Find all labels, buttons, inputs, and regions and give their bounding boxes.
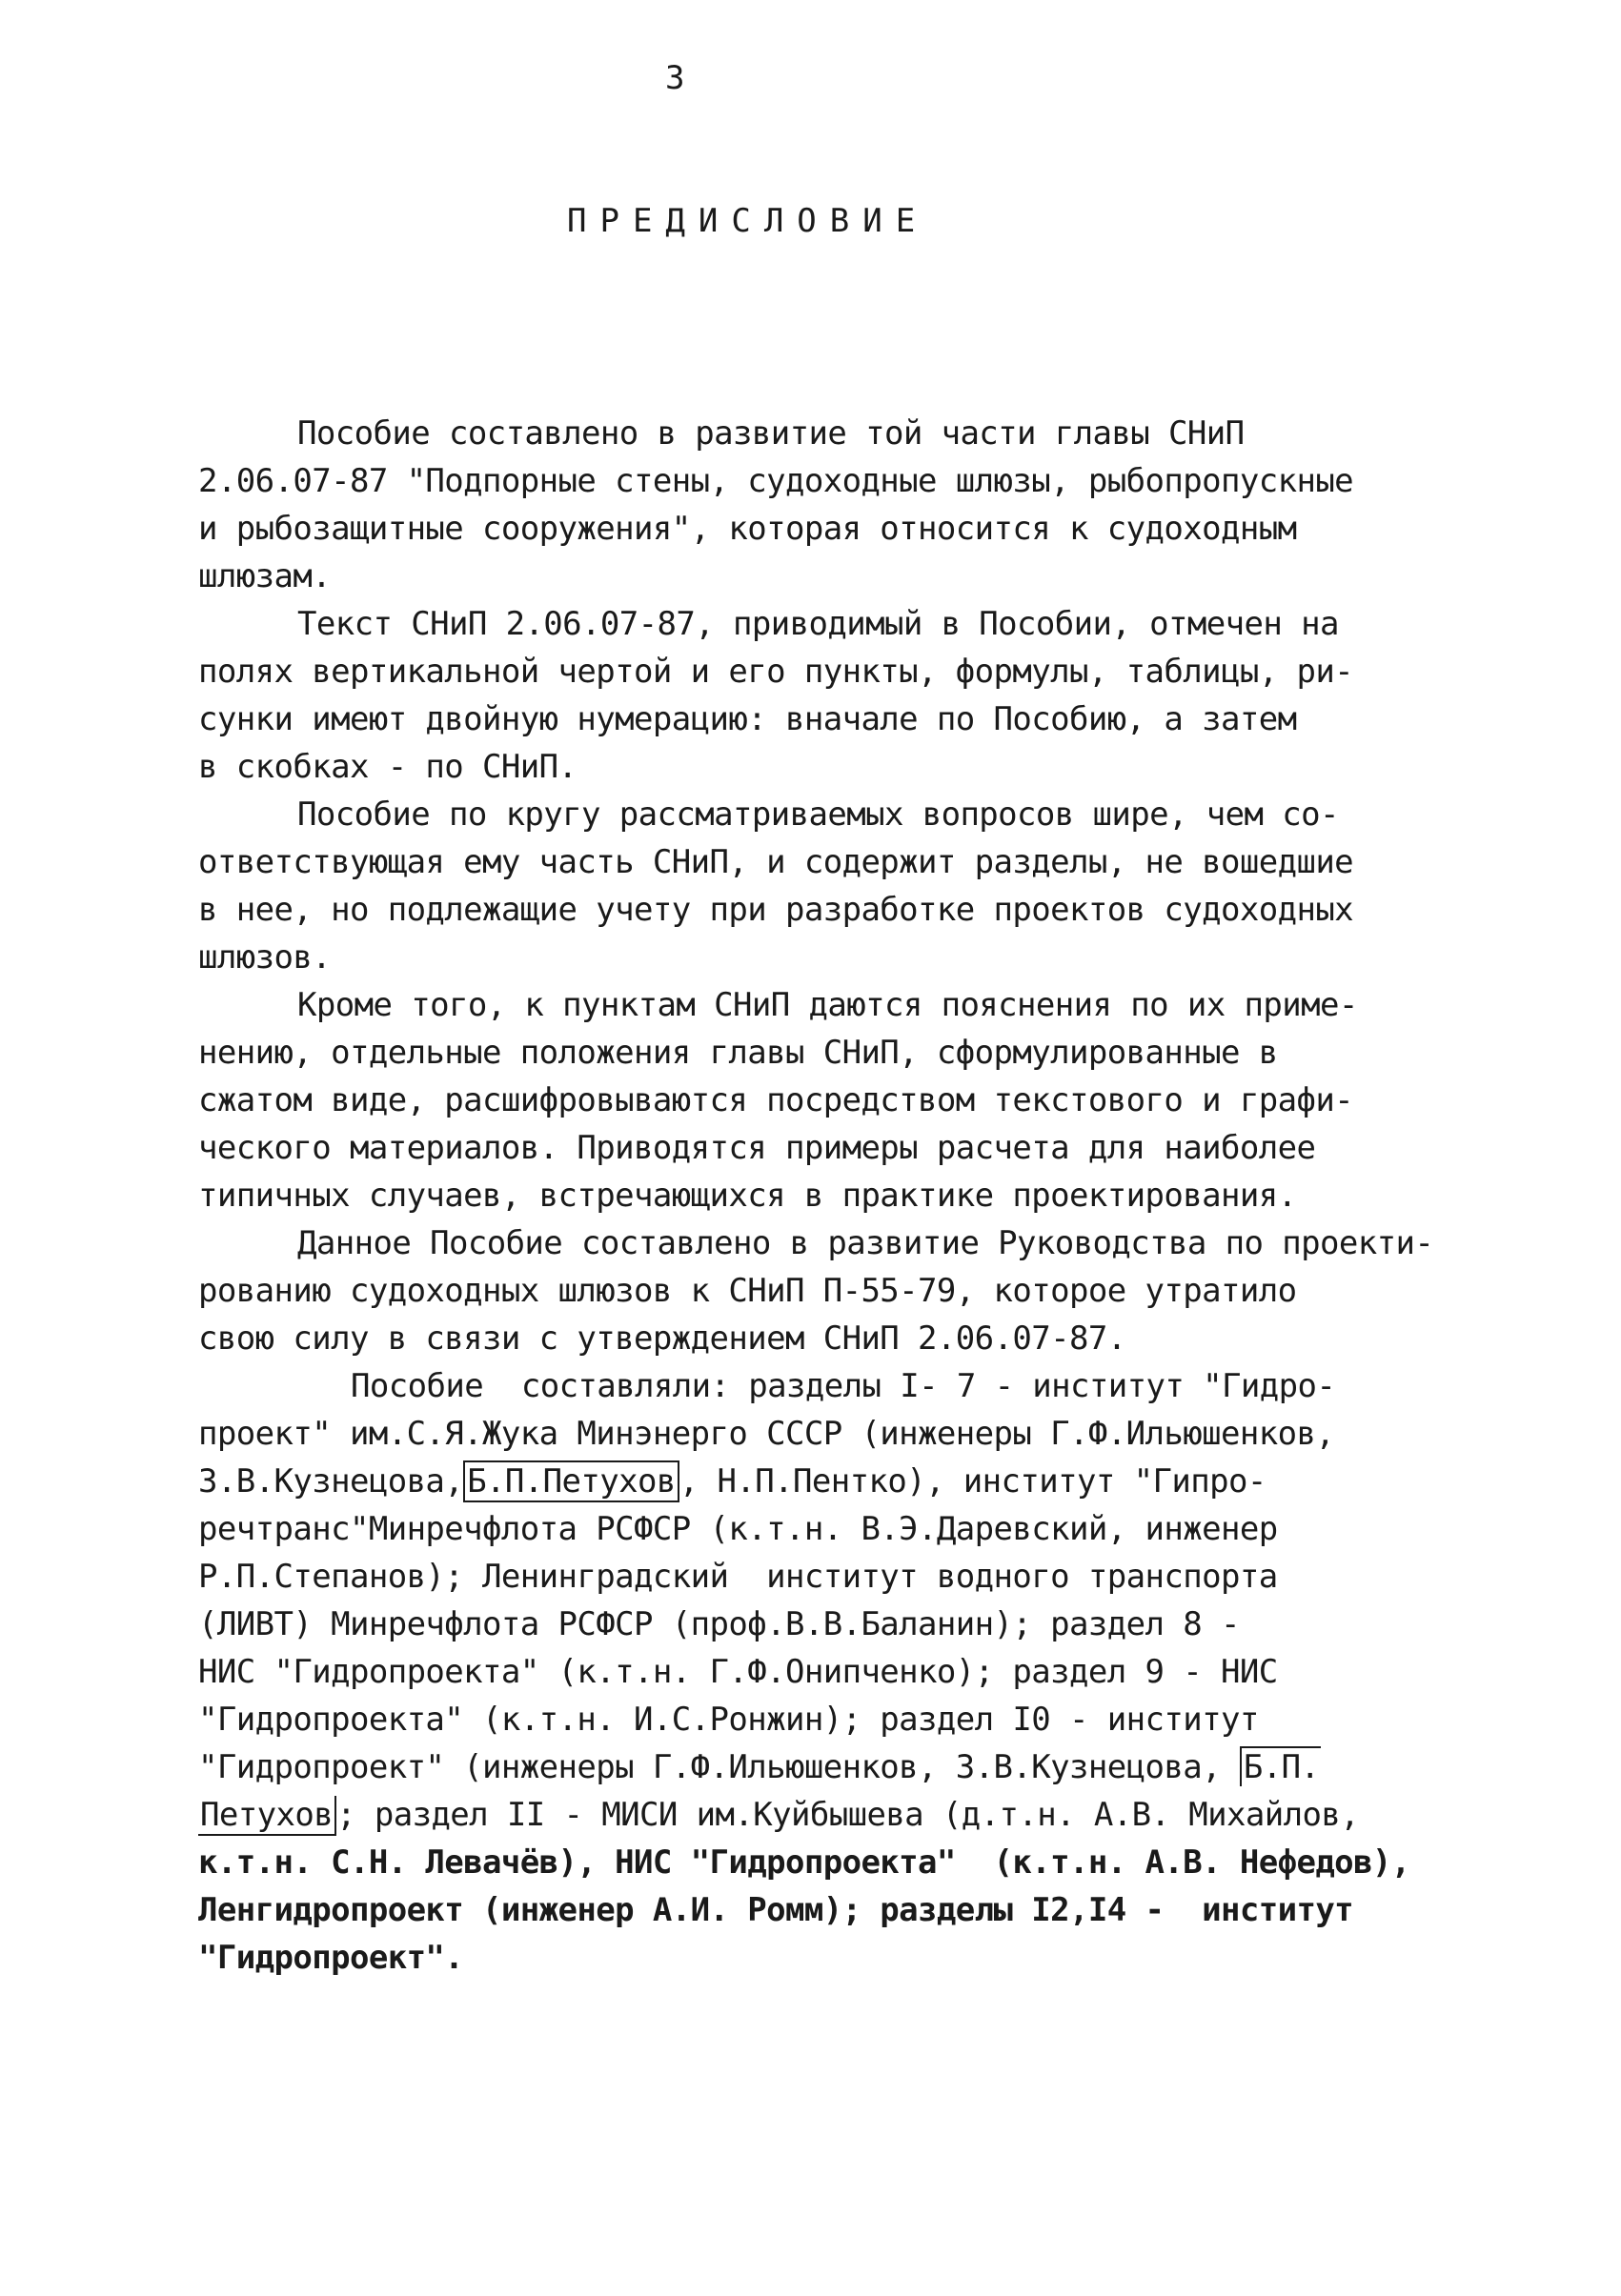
authors-line: "Гидропроект". (198, 1939, 464, 1977)
authors-line: Р.П.Степанов); Ленинградский институт водного транспорта (198, 1558, 1278, 1596)
paragraph-4-line: ческого материалов. Приводятся примеры расчета для наиболее (198, 1129, 1316, 1167)
authors-line: речтранс"Минречфлота РСФСР (к.т.н. В.Э.Даревский, инженер (198, 1510, 1278, 1548)
paragraph-4-line: нению, отдельные положения главы СНиП, сформулированные в (198, 1034, 1278, 1072)
boxed-name: Петухов (198, 1796, 336, 1836)
paragraph-5-line: Данное Пособие составлено в развитие Руководства по проекти- (297, 1224, 1434, 1262)
authors-text: "Гидропроект" (инженеры Г.Ф.Ильюшенков, З.В.Кузнецова, (198, 1748, 1221, 1786)
authors-line: Пособие составляли: разделы I- 7 - институт "Гидро- (351, 1367, 1336, 1405)
authors-text: , Н.П.Пентко), институт "Гипро- (679, 1462, 1266, 1500)
boxed-name: Б.П. (1240, 1746, 1321, 1786)
paragraph-5-line: рованию судоходных шлюзов к СНиП П-55-79, которое утратило (198, 1272, 1297, 1310)
paragraph-2-line: сунки имеют двойную нумерацию: вначале по Пособию, а затем (198, 700, 1297, 738)
authors-line (198, 1791, 1437, 1839)
paragraph-4-line: Кроме того, к пунктам СНиП даются пояснения по их приме- (297, 986, 1358, 1024)
authors-text: З.В.Кузнецова, (198, 1462, 464, 1500)
paragraph-3-line: Пособие по кругу рассматриваемых вопросов шире, чем со- (297, 796, 1339, 834)
paragraph-3-line: ответствующая ему часть СНиП, и содержит разделы, не вошедшие (198, 843, 1354, 881)
authors-line: проект" им.С.Я.Жука Минэнерго СССР (инженеры Г.Ф.Ильюшенков, (198, 1415, 1335, 1453)
paragraph-4-line: сжатом виде, расшифровываются посредством текстового и графи- (198, 1081, 1354, 1119)
page-heading: ПРЕДИСЛОВИЕ (567, 202, 929, 240)
authors-line: "Гидропроекта" (к.т.н. И.С.Ронжин); раздел I0 - институт (198, 1701, 1259, 1739)
paragraph-4-line: типичных случаев, встречающихся в практике проектирования. (198, 1177, 1297, 1215)
authors-line: (ЛИВТ) Минречфлота РСФСР (проф.В.В.Баланин); раздел 8 - (198, 1605, 1240, 1643)
authors-text: ; раздел II - МИСИ им.Куйбышева (д.т.н. А.В. Михайлов, (336, 1796, 1360, 1834)
body-text (198, 410, 1437, 1982)
paragraph-1-line: 2.06.07-87 "Подпорные стены, судоходные шлюзы, рыбопропускные (198, 462, 1354, 500)
paragraph-1-line: и рыбозащитные сооружения", которая относится к судоходным (198, 510, 1297, 548)
paragraph-3-line: в нее, но подлежащие учету при разработке проектов судоходных (198, 891, 1354, 929)
authors-line: Ленгидропроект (инженер А.И. Ромм); разделы I2,I4 - институт (198, 1891, 1354, 1929)
authors-line (198, 1458, 1437, 1505)
page-number: 3 (665, 59, 685, 97)
paragraph-2-line: Текст СНиП 2.06.07-87, приводимый в Пособии, отмечен на (297, 605, 1339, 643)
paragraph-2-line: полях вертикальной чертой и его пункты, формулы, таблицы, ри- (198, 653, 1354, 691)
boxed-name: Б.П.Петухов (463, 1460, 679, 1502)
paragraph-2-line: в скобках - по СНиП. (198, 748, 577, 786)
paragraph-5-line: свою силу в связи с утверждением СНиП 2.06.07-87. (198, 1319, 1126, 1358)
authors-line (198, 1743, 1437, 1791)
paragraph-3-line: шлюзов. (198, 938, 332, 977)
authors-line: НИС "Гидропроекта" (к.т.н. Г.Ф.Онипченко); раздел 9 - НИС (198, 1653, 1278, 1691)
authors-line: к.т.н. С.Н. Левачёв), НИС "Гидропроекта" (к.т.н. А.В. Нефедов), (198, 1843, 1410, 1882)
paragraph-1-line: Пособие составлено в развитие той части главы СНиП (297, 414, 1245, 453)
paragraph-1-line: шлюзам. (198, 557, 332, 595)
